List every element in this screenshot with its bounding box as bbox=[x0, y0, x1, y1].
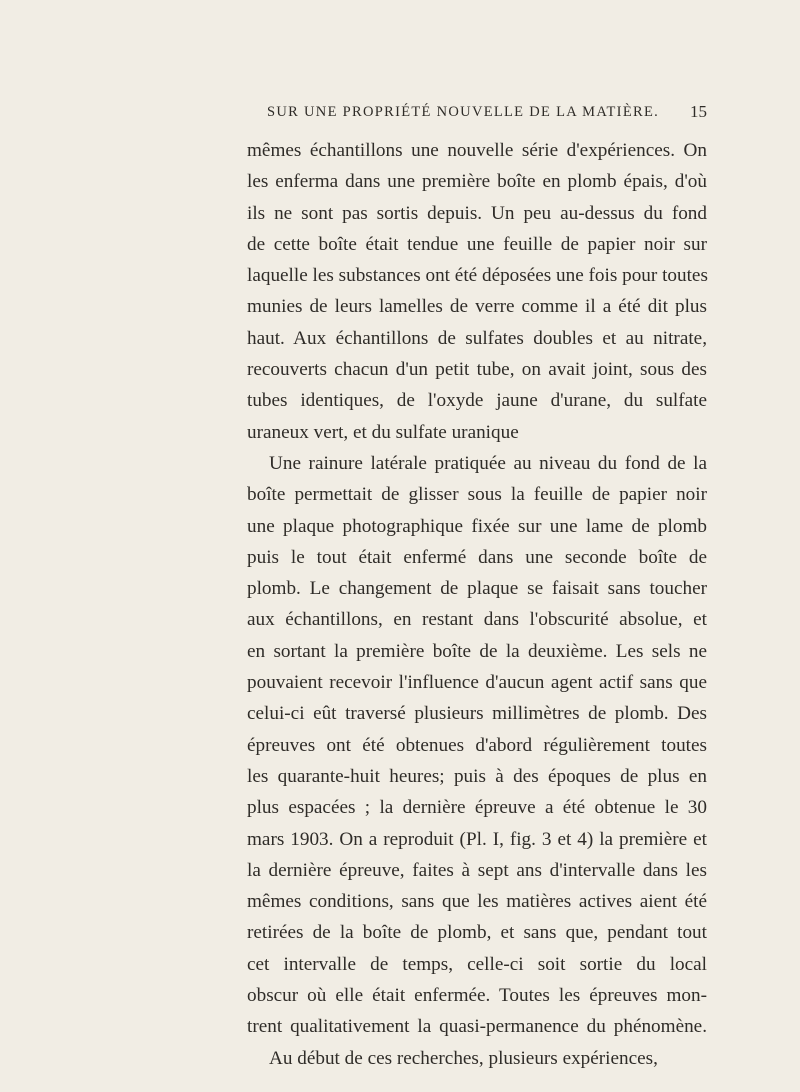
text-line: recouverts chacun d'un petit tube, on avait joint, sous des bbox=[247, 359, 707, 381]
text-line: cet intervalle de temps, celle-ci soit sortie du local bbox=[247, 953, 707, 975]
text-line: plomb. Le changement de plaque se faisait sans toucher bbox=[247, 578, 707, 600]
text-line: puis le tout était enfermé dans une seconde boîte de bbox=[247, 546, 707, 568]
text-line: retirées de la boîte de plomb, et sans que, pendant tout bbox=[247, 922, 707, 944]
text-line: les enferma dans une première boîte en plomb épais, d'où bbox=[247, 171, 707, 193]
text-line: aux échantillons, en restant dans l'obscurité absolue, et bbox=[247, 609, 707, 631]
text-line: ils ne sont pas sortis depuis. Un peu au-dessus du fond bbox=[247, 202, 707, 224]
text-line: haut. Aux échantillons de sulfates doubles et au nitrate, bbox=[247, 327, 707, 349]
text-line: pouvaient recevoir l'influence d'aucun agent actif sans que bbox=[247, 672, 707, 694]
text-line: une plaque photographique fixée sur une lame de plomb bbox=[247, 515, 707, 537]
text-line: Au début de ces recherches, plusieurs expériences, bbox=[269, 1047, 658, 1069]
text-line: laquelle les substances ont été déposées une fois pour toutes bbox=[247, 265, 708, 287]
text-line: obscur où elle était enfermée. Toutes les épreuves mon- bbox=[247, 985, 707, 1007]
text-line: trent qualitativement la quasi-permanence du phénomène. bbox=[247, 1016, 707, 1038]
text-line: mêmes échantillons une nouvelle série d'expériences. On bbox=[247, 140, 707, 161]
text-line: boîte permettait de glisser sous la feuille de papier noir bbox=[247, 484, 707, 506]
text-line: les quarante-huit heures; puis à des époques de plus en bbox=[247, 765, 707, 787]
text-line: mêmes conditions, sans que les matières actives aient été bbox=[247, 891, 707, 913]
text-line: en sortant la première boîte de la deuxième. Les sels ne bbox=[247, 640, 707, 662]
text-line: munies de leurs lamelles de verre comme il a été dit plus bbox=[247, 296, 707, 318]
text-line: Une rainure latérale pratiquée au niveau du fond de la bbox=[269, 452, 707, 474]
body-text bbox=[247, 135, 707, 1074]
text-line: mars 1903. On a reproduit (Pl. I, fig. 3 et 4) la première et bbox=[247, 828, 707, 850]
text-line: la dernière épreuve, faites à sept ans d'intervalle dans les bbox=[247, 859, 707, 881]
text-line: de cette boîte était tendue une feuille de papier noir sur bbox=[247, 233, 707, 255]
running-title: SUR UNE PROPRIÉTÉ NOUVELLE DE LA MATIÈRE. bbox=[267, 104, 660, 120]
text-line: uraneux vert, et du sulfate uranique bbox=[247, 421, 519, 443]
text-line: épreuves ont été obtenues d'abord régulièrement toutes bbox=[247, 734, 707, 756]
text-line: tubes identiques, de l'oxyde jaune d'urane, du sulfate bbox=[247, 390, 707, 412]
page-number: 15 bbox=[690, 102, 707, 121]
running-header bbox=[251, 104, 707, 132]
text-line: plus espacées ; la dernière épreuve a été obtenue le 30 bbox=[247, 797, 707, 819]
text-line: celui-ci eût traversé plusieurs millimètres de plomb. Des bbox=[247, 703, 707, 725]
